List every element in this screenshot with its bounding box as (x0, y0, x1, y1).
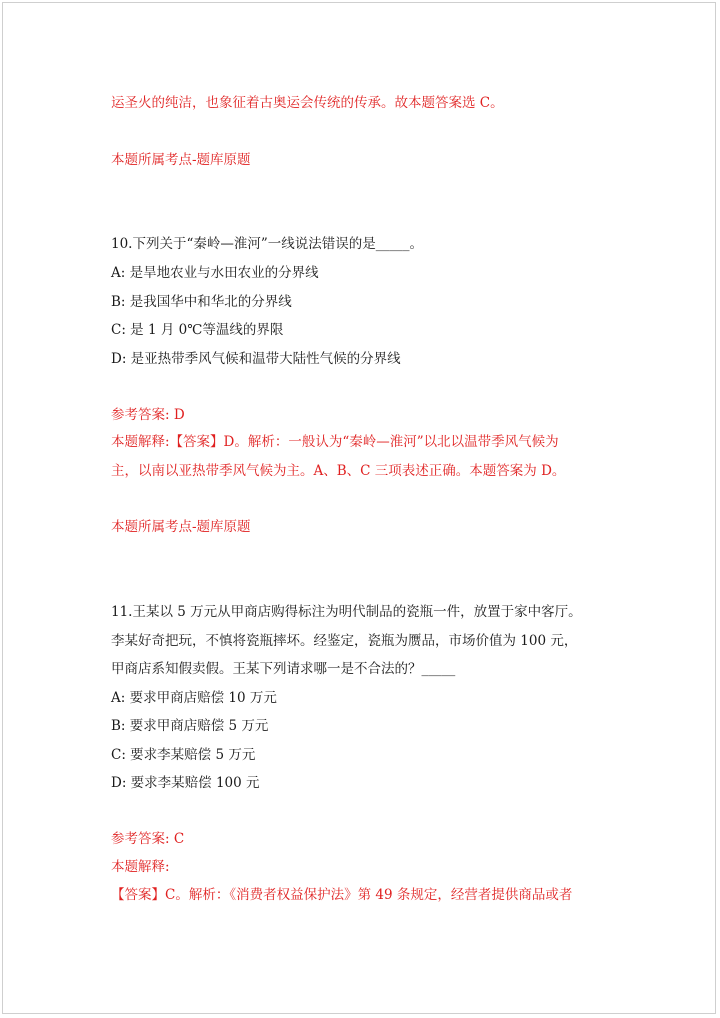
q10-option-b: B: 是我国华中和华北的分界线 (111, 294, 292, 310)
q11-option-d: D: 要求李某赔偿 100 元 (111, 775, 260, 791)
q11-option-c: C: 要求李某赔偿 5 万元 (111, 747, 256, 763)
q11-explanation-label: 本题解释: (111, 859, 170, 875)
q10-answer: 参考答案: D (111, 407, 185, 423)
q11-explanation-line-1: 【答案】C。解析：《消费者权益保护法》第 49 条规定，经营者提供商品或者 (111, 887, 573, 903)
prev-explanation-tail: 运圣火的纯洁，也象征着古奥运会传统的传承。故本题答案选 C。 (111, 95, 504, 111)
q10-option-d: D: 是亚热带季风气候和温带大陆性气候的分界线 (111, 351, 401, 367)
q11-option-a: A: 要求甲商店赔偿 10 万元 (111, 690, 277, 706)
q11-answer: 参考答案: C (111, 831, 185, 847)
prev-source-tag: 本题所属考点-题库原题 (111, 152, 251, 168)
q11-stem-line-1: 11.王某以 5 万元从甲商店购得标注为明代制品的瓷瓶一件，放置于家中客厅。 (111, 604, 582, 620)
q10-explanation-line-2: 主，以南以亚热带季风气候为主。A、B、C 三项表述正确。本题答案为 D。 (111, 463, 566, 479)
q11-option-b: B: 要求甲商店赔偿 5 万元 (111, 718, 269, 734)
document-page (2, 2, 716, 1014)
q10-option-c: C: 是 1 月 0℃等温线的界限 (111, 322, 284, 338)
q11-stem-line-3: 甲商店系知假卖假。王某下列请求哪一是不合法的？_____ (111, 661, 456, 677)
q10-option-a: A: 是旱地农业与水田农业的分界线 (111, 265, 319, 281)
q10-explanation-line-1: 本题解释:【答案】D。解析：一般认为“秦岭—淮河”以北以温带季风气候为 (111, 434, 559, 450)
q11-stem-line-2: 李某好奇把玩，不慎将瓷瓶摔坏。经鉴定，瓷瓶为赝品，市场价值为 100 元， (111, 633, 578, 649)
q10-source-tag: 本题所属考点-题库原题 (111, 519, 251, 535)
q10-stem: 10.下列关于“秦岭—淮河”一线说法错误的是_____。 (111, 236, 424, 252)
